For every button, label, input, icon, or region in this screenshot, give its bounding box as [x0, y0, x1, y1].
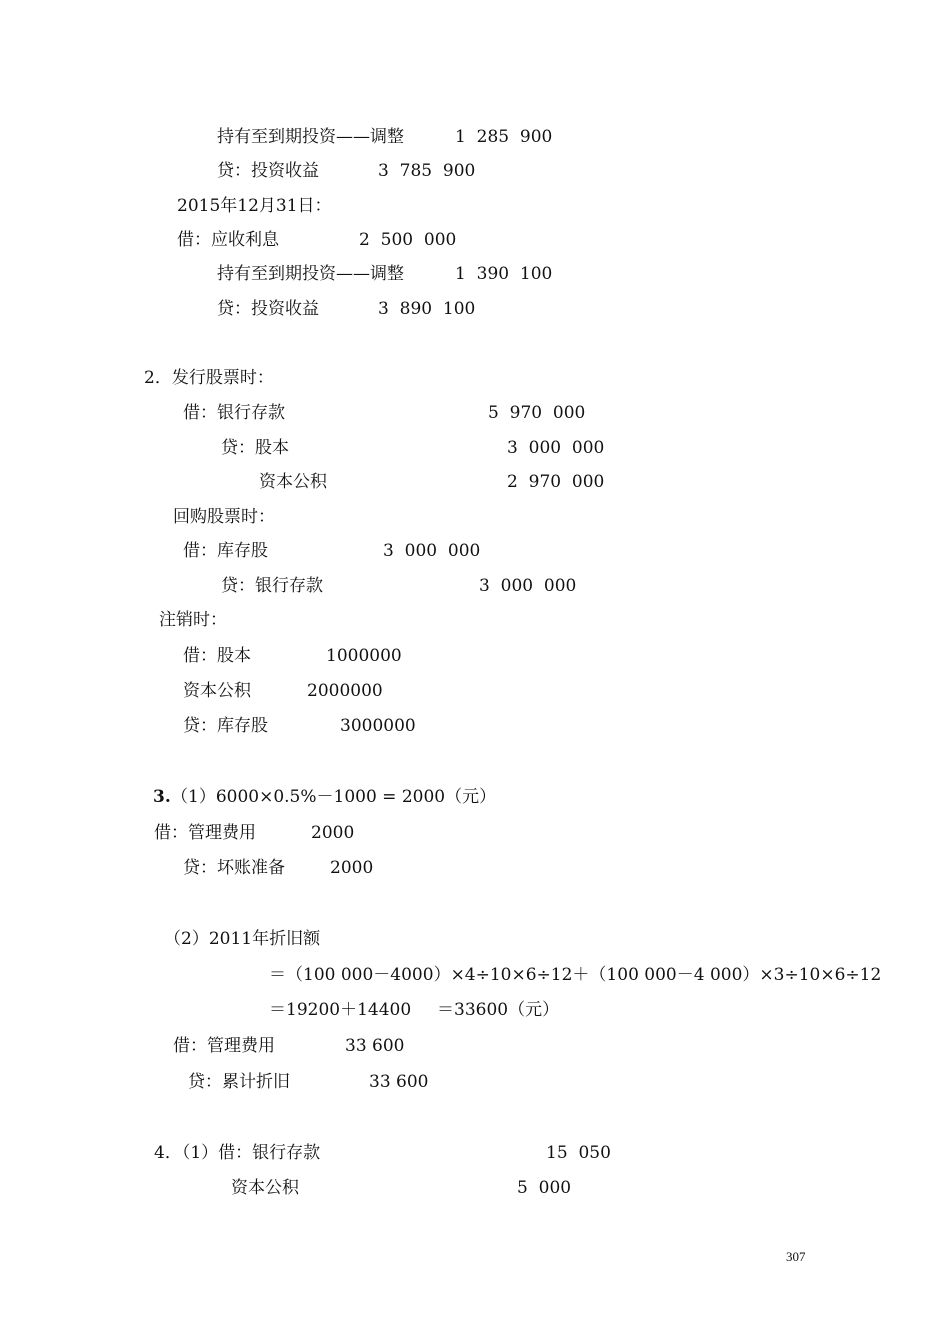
amount: 33 600	[345, 1036, 405, 1056]
account-line: 借：应收利息	[177, 230, 279, 250]
account-line: 持有至到期投资——调整	[217, 264, 404, 284]
account-line: 持有至到期投资——调整	[217, 127, 404, 147]
section-heading: 2．发行股票时：	[144, 368, 274, 388]
amount: 3 785 900	[378, 161, 476, 181]
account-line: 资本公积	[259, 472, 327, 492]
amount: 5 970 000	[488, 403, 586, 423]
account-line: 贷：累计折旧	[188, 1072, 290, 1092]
account-line: 贷：坏账准备	[183, 858, 285, 878]
account-line: 借：管理费用	[173, 1036, 275, 1056]
account-line: 贷：投资收益	[217, 299, 319, 319]
amount: 2000	[330, 858, 374, 878]
amount: 2000	[311, 823, 355, 843]
amount: 33 600	[369, 1072, 429, 1092]
section-number: 3.	[153, 787, 171, 807]
page-number: 307	[786, 1249, 806, 1264]
amount: 2 500 000	[359, 230, 457, 250]
amount: 15 050	[546, 1143, 611, 1163]
account-line: 资本公积	[231, 1178, 299, 1198]
sub-heading: 注销时：	[159, 610, 227, 630]
amount: 3000000	[340, 716, 416, 736]
amount: 3 000 000	[479, 576, 577, 596]
amount: 5 000	[517, 1178, 572, 1198]
amount: 3 000 000	[507, 438, 605, 458]
account-line: 贷：银行存款	[221, 576, 323, 596]
amount: 1 390 100	[455, 264, 553, 284]
account-line: 借：库存股	[183, 541, 268, 561]
account-line: 贷：库存股	[183, 716, 268, 736]
amount: 2 970 000	[507, 472, 605, 492]
amount: 3 000 000	[383, 541, 481, 561]
formula-result: ＝33600（元）	[437, 1000, 560, 1020]
amount: 3 890 100	[378, 299, 476, 319]
formula-line: ＝（100 000－4000）×4÷10×6÷12＋（100 000－4 000）×3÷10×6÷12	[269, 965, 882, 985]
sub-heading: 回购股票时：	[173, 507, 275, 527]
section-heading: 4．（1）借：银行存款	[154, 1143, 321, 1163]
account-line: 借：银行存款	[183, 403, 285, 423]
sub-heading: （2）2011年折旧额	[164, 929, 321, 949]
account-line: 借：管理费用	[154, 823, 256, 843]
account-line: 贷：投资收益	[217, 161, 319, 181]
formula-line: ＝19200＋14400	[269, 1000, 412, 1020]
amount: 2000000	[307, 681, 383, 701]
amount: 1000000	[326, 646, 402, 666]
account-line: 资本公积	[183, 681, 251, 701]
account-line: 贷：股本	[221, 438, 289, 458]
account-line: 借：股本	[183, 646, 251, 666]
formula-line: （1）6000×0.5%－1000 = 2000（元）	[171, 787, 497, 807]
date-heading: 2015年12月31日：	[177, 196, 332, 216]
amount: 1 285 900	[455, 127, 553, 147]
